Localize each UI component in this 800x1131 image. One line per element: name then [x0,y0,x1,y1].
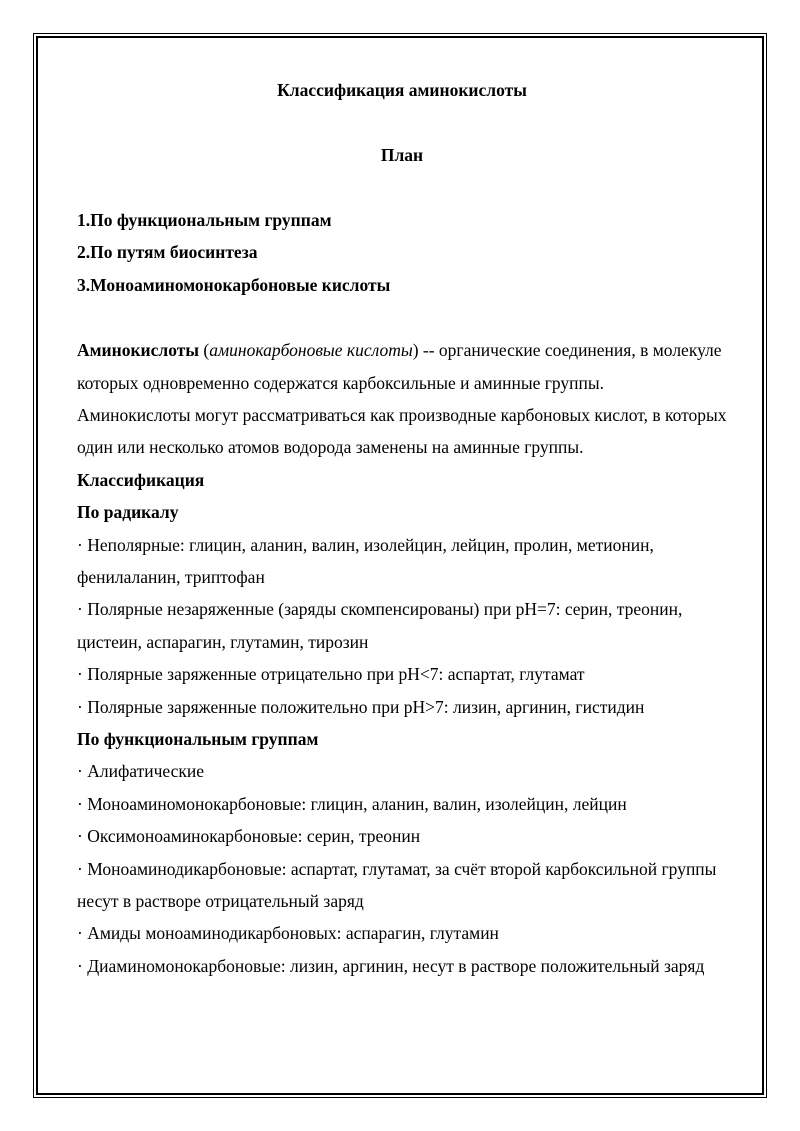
plan-heading: План [380,145,424,165]
radical-item-nonpolar: · Неполярные: глицин, аланин, валин, изолейцин, лейцин, пролин, метионин, фенилаланин, триптофан [77,534,654,588]
functional-item-oxymonoaminocarboxylic: · Оксимоноаминокарбоновые: серин, треонин [77,826,421,847]
functional-item-amides: · Амиды моноаминодикарбоновых: аспарагин, глутамин [77,923,499,944]
plan-list [77,204,727,301]
by-radical-heading: По радикалу [77,502,179,523]
plan-item-3: 3.Моноаминомонокарбоновые кислоты [77,274,391,295]
functional-item-aliphatic: · Алифатические [77,761,205,782]
intro-rest: ) -- органические соединения, в молекуле которых одновременно содержатся карбоксильные и аминные группы. [77,340,722,393]
intro-paragraph [77,334,727,399]
intro-synonym: аминокарбоновые кислоты [209,340,413,361]
intro-open-paren: ( [199,340,210,361]
plan-item-2: 2.По путям биосинтеза [77,242,258,263]
functional-item-monoaminodicarboxylic: · Моноаминодикарбоновые: аспартат, глутамат, за счёт второй карбоксильной группы несут в растворе отрицательный заряд [77,858,717,912]
intro-term: Аминокислоты [77,340,200,361]
document-body [77,74,727,982]
radical-item-polar-positive: · Полярные заряженные положительно при pH>7: лизин, аргинин, гистидин [77,696,645,717]
classification-heading: Классификация [77,469,205,490]
document-title: Классификация аминокислоты [277,80,527,100]
radical-item-polar-uncharged: · Полярные незаряженные (заряды скомпенсированы) при pH=7: серин, треонин, цистеин, аспарагин, глутамин, тирозин [77,599,683,652]
functional-item-monoaminomonocarboxylic: · Моноаминомонокарбоновые: глицин, аланин, валин, изолейцин, лейцин [77,793,627,814]
by-functional-heading: По функциональным группам [77,729,319,750]
functional-item-diaminomonocarboxylic: · Диаминомонокарбоновые: лизин, аргинин, несут в растворе положительный заряд [77,955,705,976]
radical-item-polar-negative: · Полярные заряженные отрицательно при pH<7: аспартат, глутамат [77,664,585,685]
definition-paragraph: Аминокислоты могут рассматриваться как производные карбоновых кислот, в которых один или несколько атомов водорода заменены на аминные группы. [77,404,727,458]
plan-item-1: 1.По функциональным группам [77,210,332,230]
